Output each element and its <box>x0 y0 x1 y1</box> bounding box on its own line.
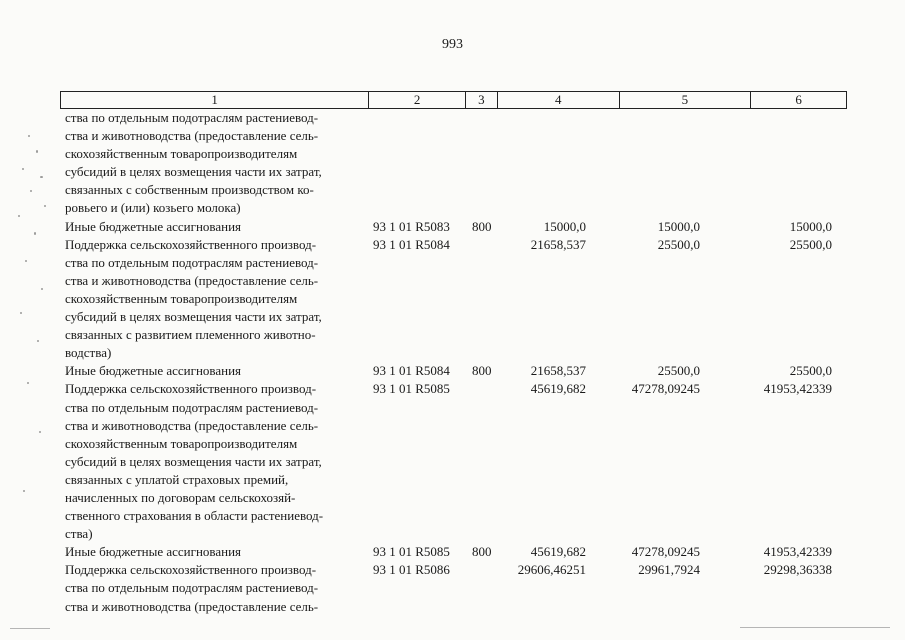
table-row <box>0 380 905 543</box>
row-code: 93 1 01 R5085 <box>373 381 450 397</box>
row-value-2023: 47278,09245 <box>631 544 700 560</box>
row-value-2022: 21658,537 <box>530 363 586 379</box>
row-name: ства по отдельным подотраслям растениевод- ства и животноводства (предоставление сель- скохозяйственным товаропроизводителям субсидий в целях возмещения части их затрат, связанных с собственным производством ко- ровьего и (или) козьего молока) <box>65 110 322 216</box>
table-header <box>60 91 847 109</box>
row-name: Иные бюджетные ассигнования <box>65 363 242 379</box>
column-header-6: 6 <box>795 92 802 107</box>
table-row <box>0 109 905 218</box>
column-header-2: 2 <box>369 92 466 108</box>
column-header-1: 1 <box>61 92 369 108</box>
row-value-2022: 15000,0 <box>543 218 586 234</box>
column-header-4: 4 <box>498 92 620 108</box>
row-code: 93 1 01 R5085 <box>373 544 450 560</box>
row-value-2023: 15000,0 <box>657 218 700 234</box>
row-value-2023: 47278,09245 <box>631 381 700 397</box>
row-code: 93 1 01 R5083 <box>373 218 450 234</box>
row-value-2024: 41953,42339 <box>763 381 832 397</box>
table-row <box>0 561 905 615</box>
row-code: 93 1 01 R5084 <box>373 236 450 252</box>
row-value-2024: 25500,0 <box>789 363 832 379</box>
table-row <box>0 362 905 380</box>
row-code: 93 1 01 R5084 <box>373 363 450 379</box>
table-row <box>0 543 905 561</box>
table-row <box>0 218 905 236</box>
row-type: 800 <box>472 363 492 379</box>
row-type: 800 <box>472 544 492 560</box>
column-header-3: 3 <box>466 92 498 108</box>
row-value-2023: 25500,0 <box>657 363 700 379</box>
table-body <box>0 109 905 616</box>
row-value-2024: 25500,0 <box>789 236 832 252</box>
row-value-2024: 29298,36338 <box>763 562 832 578</box>
row-value-2023: 29961,7924 <box>638 562 700 578</box>
page-number: 993 <box>442 37 463 52</box>
row-type: 800 <box>472 218 492 234</box>
column-header-5: 5 <box>620 92 752 108</box>
row-value-2023: 25500,0 <box>657 236 700 252</box>
row-name: Поддержка сельскохозяйственного производ- ства по отдельным подотраслям растениевод- ства и животноводства (предоставление сель- скохозяйственным товаропроизводителям субсидий в целях возмещения части их затрат, связанных с уплатой страховых премий, начисленных по договорам сельскохозяй- ственного страхования в области растениевод- ства) <box>65 381 324 542</box>
row-name: Поддержка сельскохозяйственного производ- ства по отдельным подотраслям растениевод- ства и животноводства (предоставление сель- скохозяйственным товаропроизводителям субсидий в целях возмещения части их затрат, связанных с развитием племенного животно- водства) <box>65 236 322 361</box>
row-name: Иные бюджетные ассигнования <box>65 218 242 234</box>
row-value-2022: 45619,682 <box>530 381 586 397</box>
row-value-2024: 15000,0 <box>789 218 832 234</box>
row-value-2024: 41953,42339 <box>763 544 832 560</box>
row-value-2022: 45619,682 <box>530 544 586 560</box>
row-name: Поддержка сельскохозяйственного производ- ства по отдельным подотраслям растениевод- ства и животноводства (предоставление сель- <box>65 562 319 614</box>
row-name: Иные бюджетные ассигнования <box>65 544 242 560</box>
row-value-2022: 29606,46251 <box>517 562 586 578</box>
row-code: 93 1 01 R5086 <box>373 562 450 578</box>
table-row <box>0 236 905 363</box>
row-value-2022: 21658,537 <box>530 236 586 252</box>
